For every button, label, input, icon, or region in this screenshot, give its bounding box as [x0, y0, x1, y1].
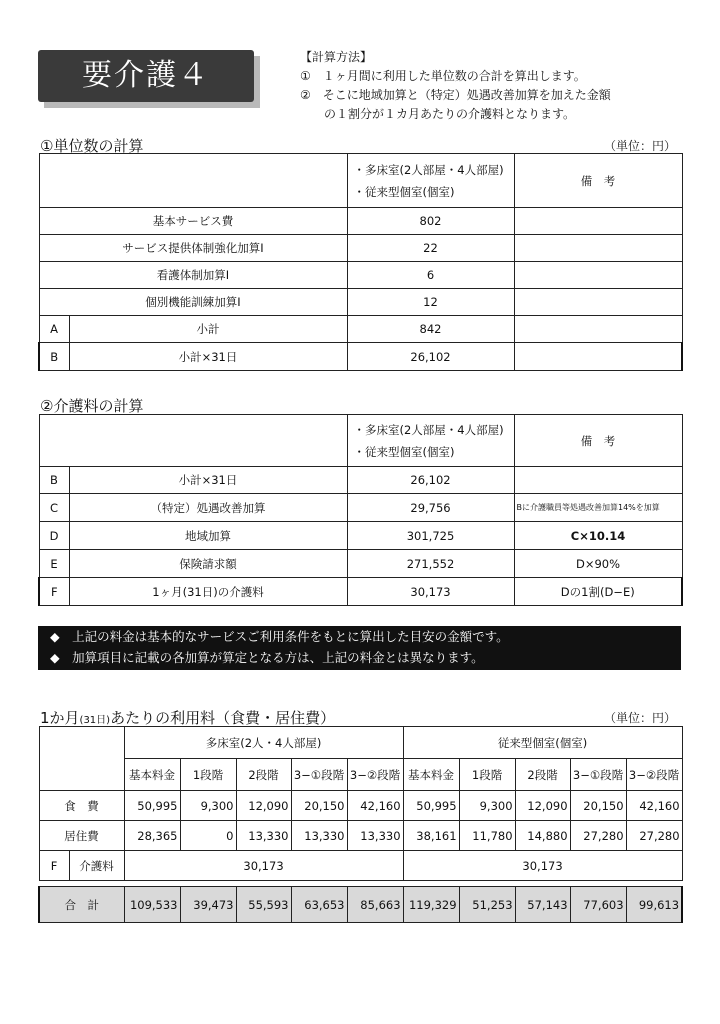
subheader-row: 基本料金 1段階 2段階 3−①段階 3−②段階 基本料金 1段階 2段階 3−①段階 3−②段階: [39, 759, 682, 791]
table-row: F 1ヶ月(31日)の介護料 30,173 Dの1割(D−E): [39, 578, 682, 606]
residence-row: 居住費 28,365 0 13,330 13,330 13,330 38,161 11,780 14,880 27,280 27,280: [39, 821, 682, 851]
blank-header: [39, 415, 347, 467]
section1-title: ①単位数の計算: [40, 137, 144, 155]
section3-unit: （単位：円）: [604, 711, 677, 725]
method-item: ① １ヶ月間に利用した単位数の合計を算出します。: [300, 69, 586, 83]
notice-box: [38, 626, 681, 670]
table-row: D 地域加算 301,725 C×10.14: [39, 522, 682, 550]
table-row: A 小計 842: [39, 316, 682, 343]
section3-title: 1か月(31日)あたりの利用料（食費・居住費）: [40, 709, 336, 727]
method-header: 【計算方法】: [300, 50, 373, 64]
calculation-method: [300, 48, 700, 124]
unit-calc-table: [38, 153, 683, 371]
remarks-header: 備 考: [514, 415, 682, 467]
notice-line: ◆ 加算項目に記載の各加算が算定となる方は、上記の料金とは異なります。: [50, 650, 484, 665]
section1-unit: （単位：円）: [604, 139, 677, 153]
room-type-header: ・多床室(2人部屋・4人部屋) ・従来型個室(個室): [347, 415, 514, 467]
total-row: 合 計 109,533 39,473 55,593 63,653 85,663 119,329 51,253 57,143 77,603 99,613: [39, 887, 682, 923]
care-fee-row: F 介護料 30,173 30,173: [39, 851, 682, 881]
food-row: 食 費 50,995 9,300 12,090 20,150 42,160 50,995 9,300 12,090 20,150 42,160: [39, 791, 682, 821]
method-item: ② そこに地域加算と（特定）処遇改善加算を加えた金額: [300, 88, 611, 102]
section2-title: ②介護料の計算: [40, 397, 144, 415]
group-header-private-room: 従来型個室(個室): [403, 727, 682, 759]
table-row: B 小計×31日 26,102: [39, 343, 682, 371]
blank-header: [39, 154, 347, 208]
table-row: B 小計×31日 26,102: [39, 467, 682, 494]
blank-header: [39, 727, 124, 791]
notice-line: ◆ 上記の料金は基本的なサービスご利用条件をもとに算出した目安の金額です。: [50, 629, 509, 644]
remarks-header: 備 考: [514, 154, 682, 208]
room-type-header: ・多床室(2人部屋・4人部屋) ・従来型個室(個室): [347, 154, 514, 208]
page-title: 要介護４: [38, 50, 254, 102]
table-row: 看護体制加算Ⅰ 6: [39, 262, 682, 289]
group-header-shared-room: 多床室(2人・4人部屋): [124, 727, 403, 759]
fee-calc-table: [38, 414, 683, 606]
method-item: の１割分が１カ月あたりの介護料となります。: [300, 107, 576, 121]
monthly-fee-table: [38, 726, 683, 923]
table-row: サービス提供体制強化加算Ⅰ 22: [39, 235, 682, 262]
table-row: C （特定）処遇改善加算 29,756 Bに介護職員等処遇改善加算14%を加算: [39, 494, 682, 522]
table-row: E 保険請求額 271,552 D×90%: [39, 550, 682, 578]
table-row: 基本サービス費 802: [39, 208, 682, 235]
table-row: 個別機能訓練加算Ⅰ 12: [39, 289, 682, 316]
